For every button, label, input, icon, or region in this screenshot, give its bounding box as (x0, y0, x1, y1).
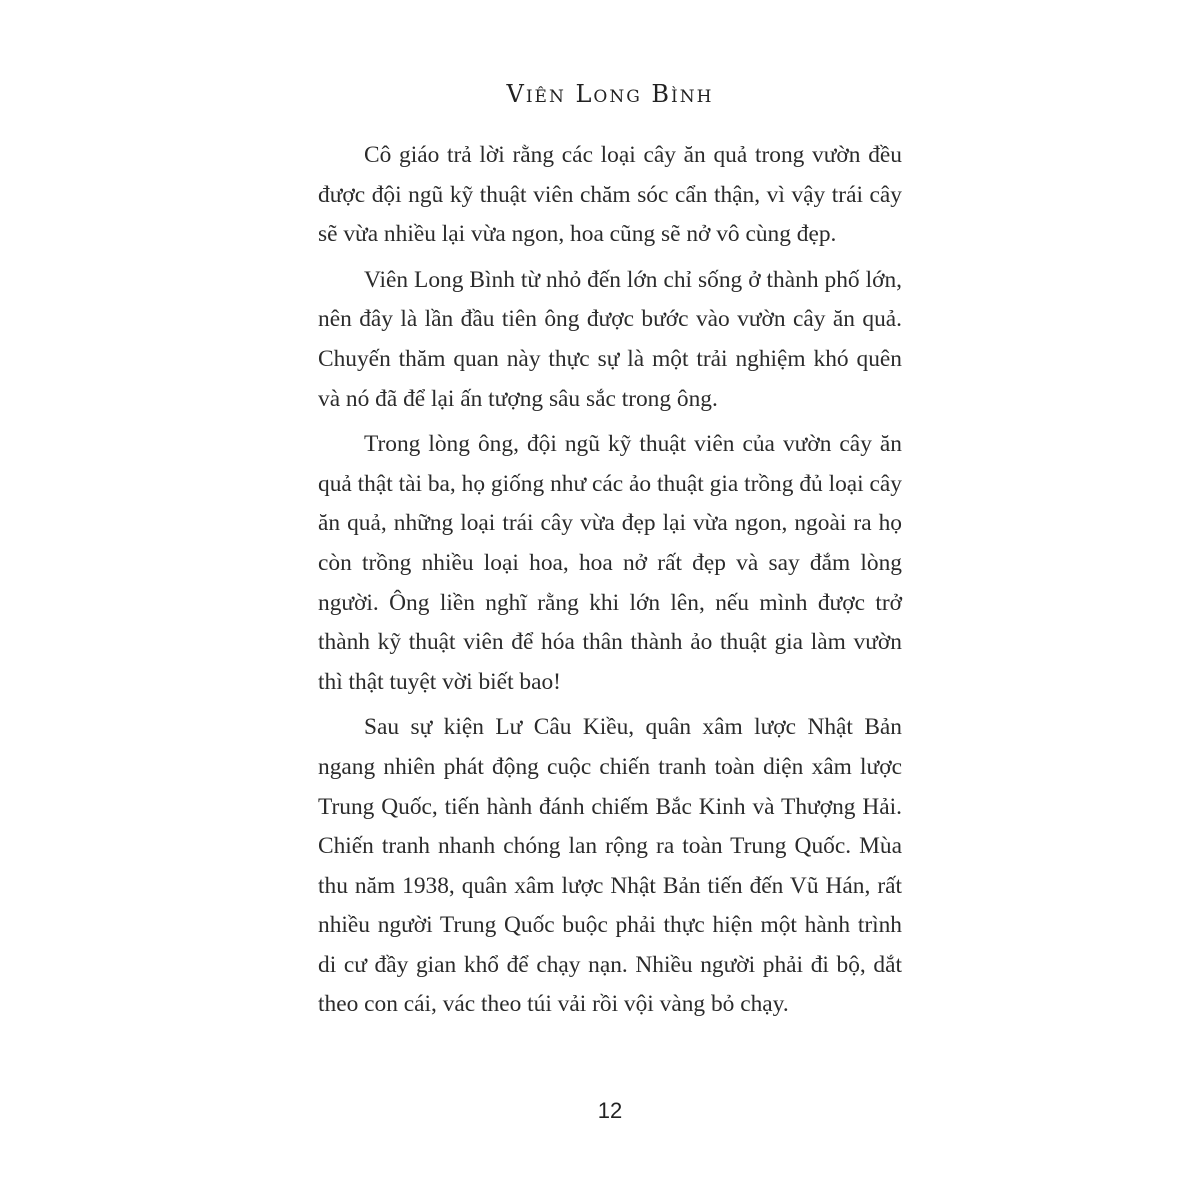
paragraph: Cô giáo trả lời rằng các loại cây ăn quả trong vườn đều được đội ngũ kỹ thuật viên chăm sóc cẩn thận, vì vậy trái cây sẽ vừa nhiều lại vừa ngon, hoa cũng sẽ nở vô cùng đẹp. (318, 142, 902, 248)
paragraph: Sau sự kiện Lư Câu Kiều, quân xâm lược Nhật Bản ngang nhiên phát động cuộc chiến tranh toàn diện xâm lược Trung Quốc, tiến hành đánh chiếm Bắc Kinh và Thượng Hải. Chiến tranh nhanh chóng lan rộng ra toàn Trung Quốc. Mùa thu năm 1938, quân xâm lược Nhật Bản tiến đến Vũ Hán, rất nhiều người Trung Quốc buộc phải thực hiện một hành trình di cư đầy gian khổ để chạy nạn. Nhiều người phải đi bộ, dắt theo con cái, vác theo túi vải rồi vội vàng bỏ chạy. (318, 714, 902, 1018)
body-text (318, 136, 902, 1031)
book-page (318, 0, 902, 1200)
page-number: 12 (597, 1098, 623, 1123)
paragraph: Viên Long Bình từ nhỏ đến lớn chỉ sống ở thành phố lớn, nên đây là lần đầu tiên ông được bước vào vườn cây ăn quả. Chuyến thăm quan này thực sự là một trải nghiệm khó quên và nó đã để lại ấn tượng sâu sắc trong ông. (318, 266, 902, 412)
running-title: Viên Long Bình (506, 80, 714, 108)
paragraph: Trong lòng ông, đội ngũ kỹ thuật viên của vườn cây ăn quả thật tài ba, họ giống như các ảo thuật gia trồng đủ loại cây ăn quả, những loại trái cây vừa đẹp lại vừa ngon, ngoài ra họ còn trồng nhiều loại hoa, hoa nở rất đẹp và say đắm lòng người. Ông liền nghĩ rằng khi lớn lên, nếu mình được trở thành kỹ thuật viên để hóa thân thành ảo thuật gia làm vườn thì thật tuyệt vời biết bao! (318, 431, 902, 695)
